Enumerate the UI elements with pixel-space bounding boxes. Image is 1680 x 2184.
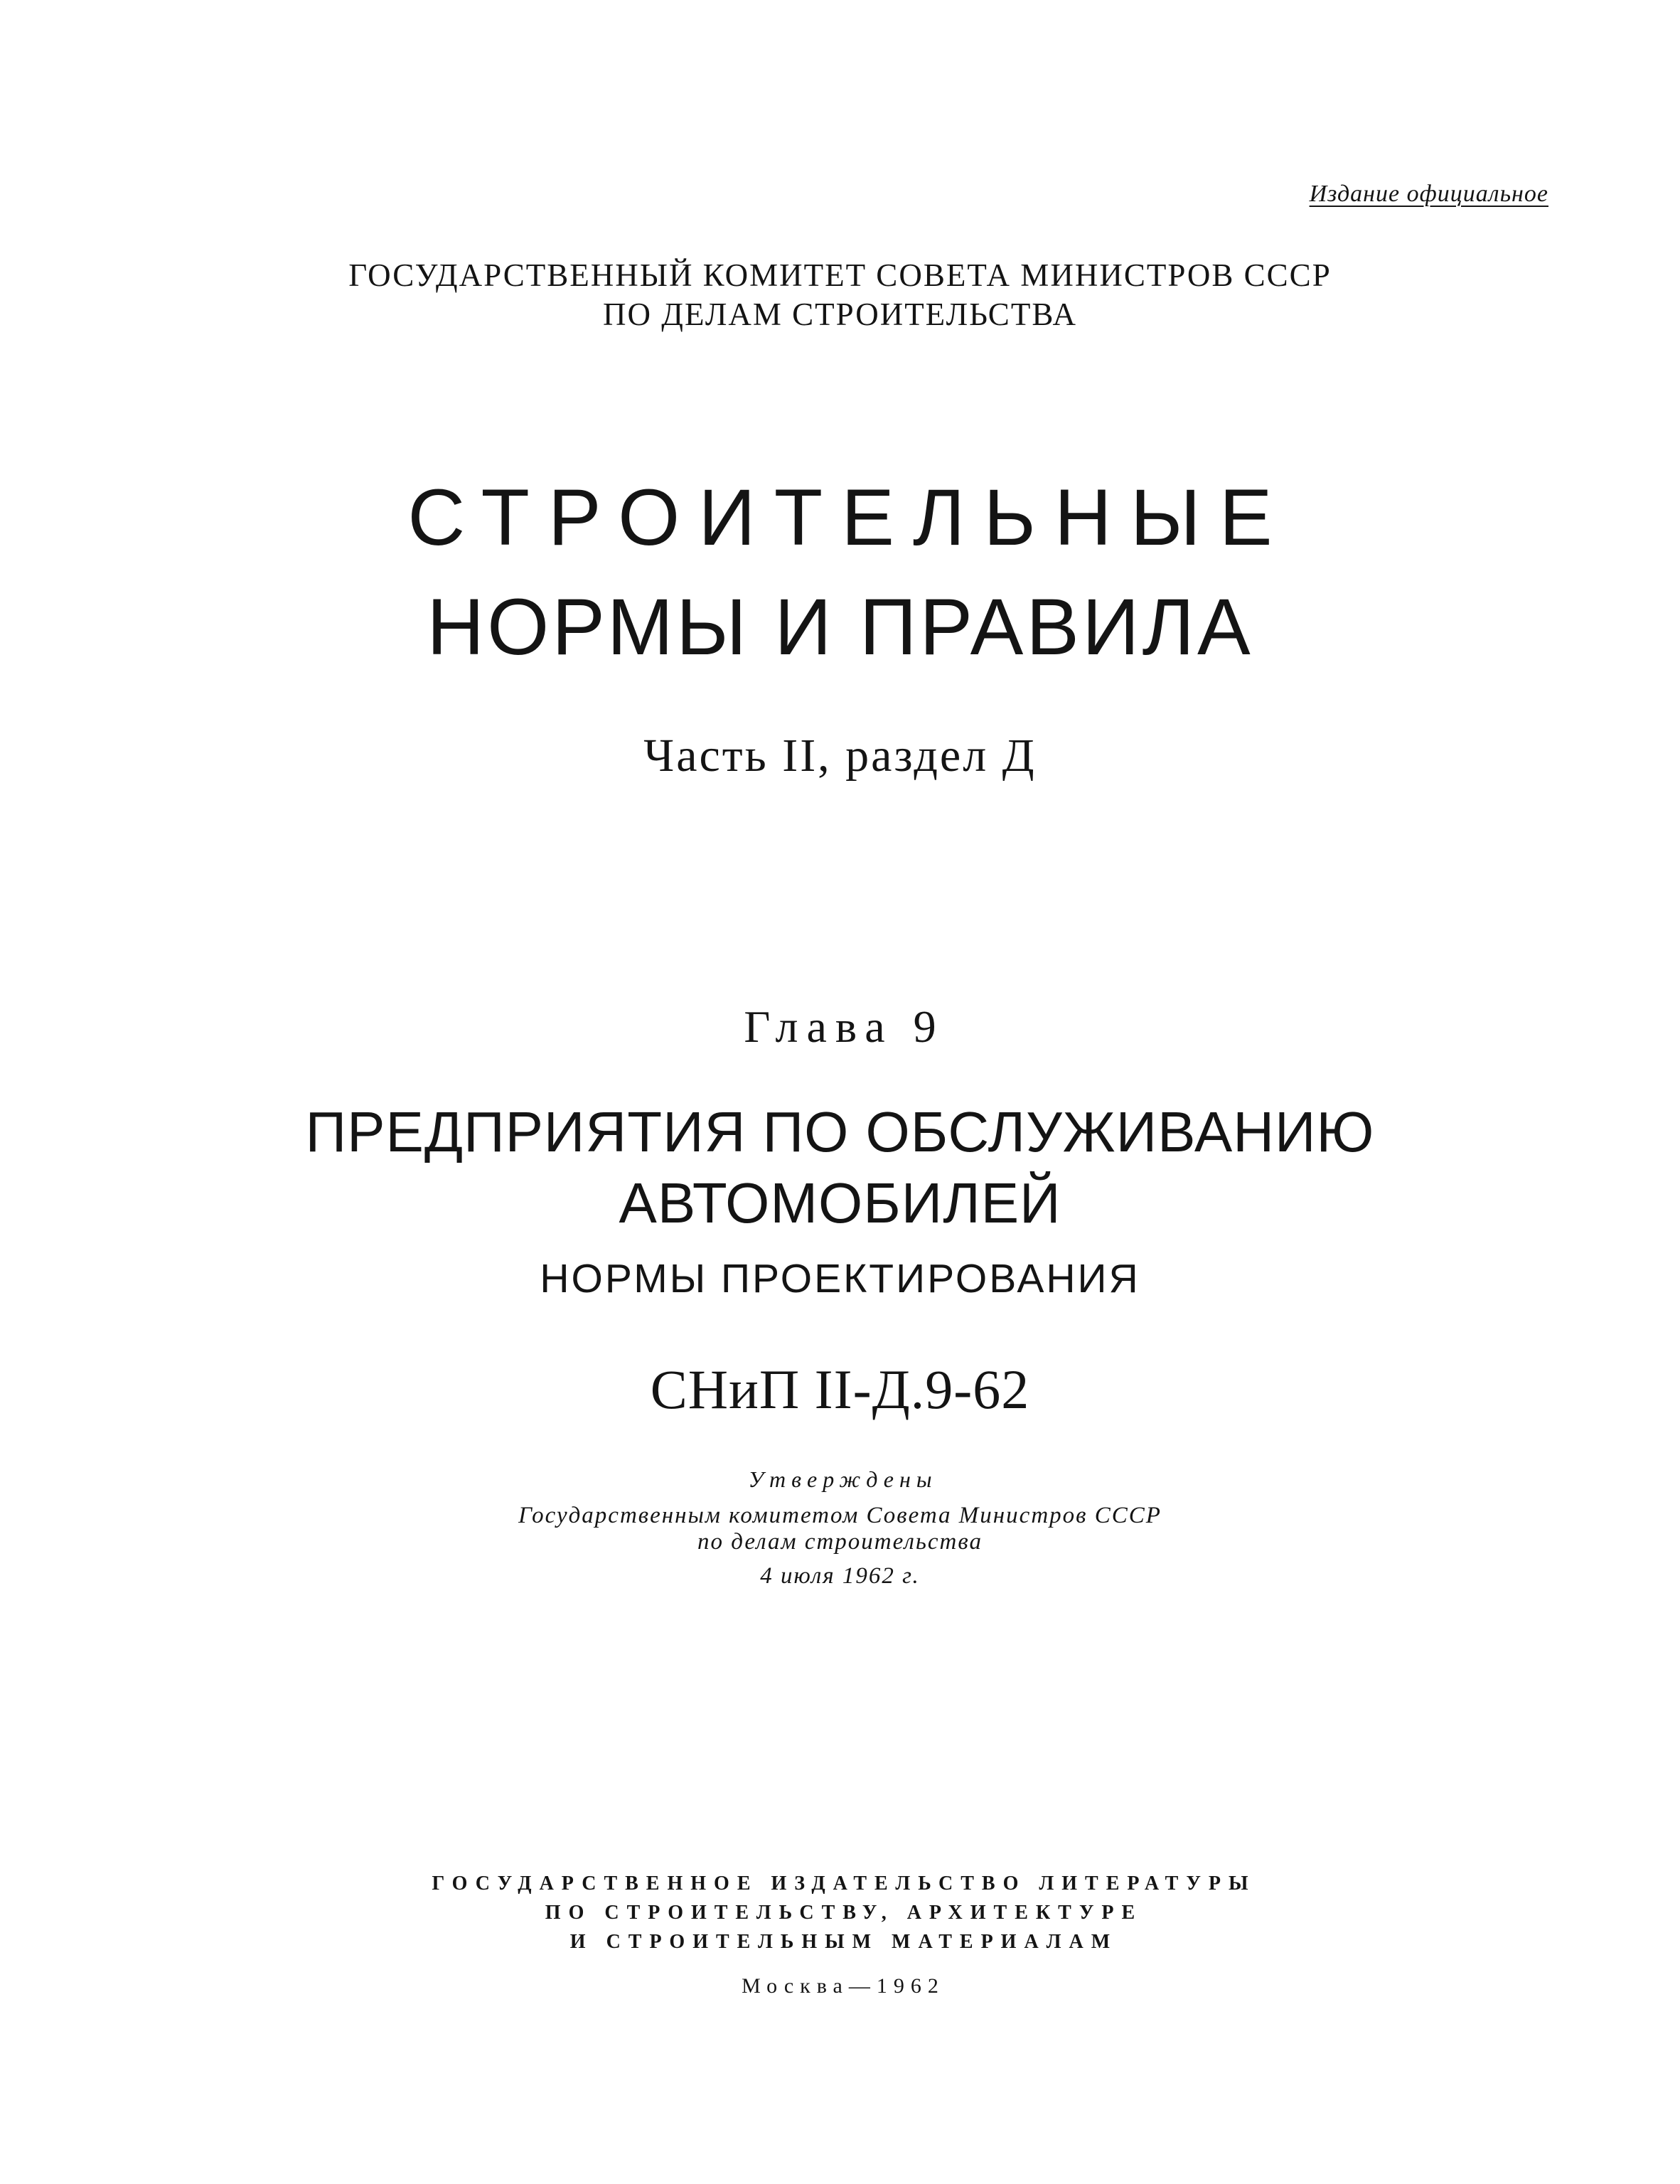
chapter-title-line-1: ПРЕДПРИЯТИЯ ПО ОБСЛУЖИВАНИЮ <box>305 1100 1375 1163</box>
approval-line-1: Государственным комитетом Совета Министров СССР <box>518 1503 1162 1528</box>
committee-line-2: ПО ДЕЛАМ СТРОИТЕЛЬСТВА <box>603 297 1077 332</box>
main-title-line-2: НОРМЫ И ПРАВИЛА <box>427 582 1253 671</box>
chapter-subtitle: НОРМЫ ПРОЕКТИРОВАНИЯ <box>540 1256 1140 1301</box>
main-title-line-1: СТРОИТЕЛЬНЫЕ <box>407 473 1291 562</box>
city-year: Москва—1962 <box>742 1974 945 1998</box>
publisher-line-3: И СТРОИТЕЛЬНЫМ МАТЕРИАЛАМ <box>569 1931 1118 1953</box>
committee-line-1: ГОСУДАРСТВЕННЫЙ КОМИТЕТ СОВЕТА МИНИСТРОВ СССР <box>348 257 1332 293</box>
approved-label: Утверждены <box>748 1466 938 1492</box>
approval-date: 4 июля 1962 г. <box>760 1563 920 1589</box>
approval-line-2: по делам строительства <box>697 1529 983 1555</box>
document-code: СНиП II-Д.9-62 <box>650 1358 1030 1420</box>
chapter-label: Глава 9 <box>744 1001 945 1052</box>
publisher-line-1: ГОСУДАРСТВЕННОЕ ИЗДАТЕЛЬСТВО ЛИТЕРАТУРЫ <box>432 1873 1256 1895</box>
official-edition-note: Издание официальное <box>1309 181 1548 207</box>
publisher-line-2: ПО СТРОИТЕЛЬСТВУ, АРХИТЕКТУРЕ <box>545 1902 1143 1924</box>
part-section-label: Часть II, раздел Д <box>643 730 1037 782</box>
chapter-title-line-2: АВТОМОБИЛЕЙ <box>619 1171 1061 1235</box>
